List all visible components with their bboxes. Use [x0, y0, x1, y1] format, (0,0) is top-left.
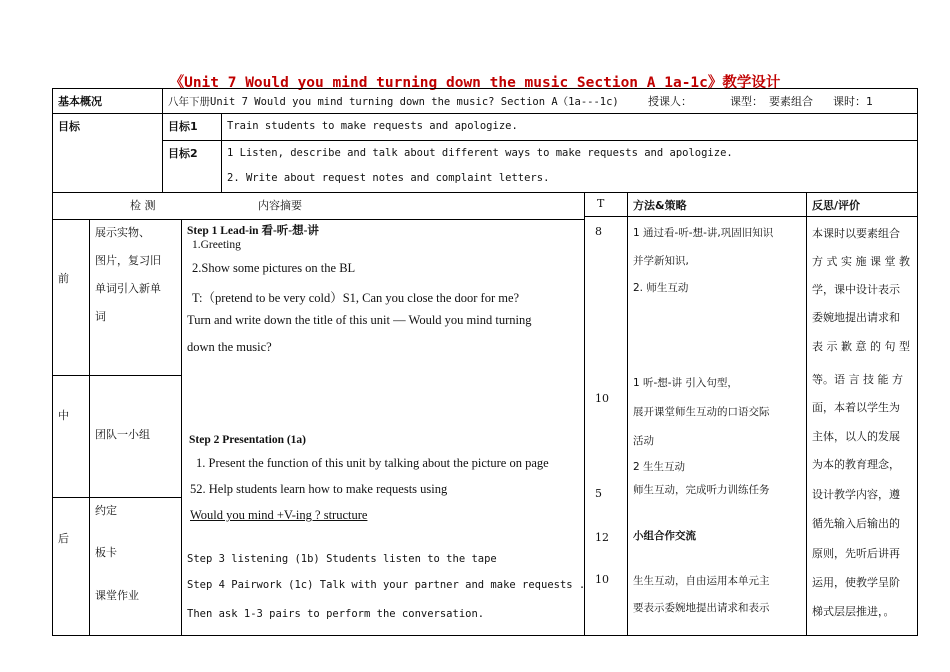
goal1-text: Train students to make requests and apologize. [227, 120, 518, 132]
time-value: 5 [595, 487, 602, 500]
reflection-line: 梯式层层推进，。 [812, 605, 895, 618]
reflection-line: 设计教学内容，遵 [812, 488, 900, 501]
reflection-line: 原则，先听后讲再 [812, 547, 900, 560]
reflection-line: 委婉地提出请求和 [812, 311, 900, 324]
time-value: 10 [595, 392, 609, 405]
check-item: 约定 [95, 504, 117, 517]
phase-middle: 中 [58, 409, 69, 422]
goal2-line1: 1 Listen, describe and talk about different ways to make requests and apologize. [227, 147, 733, 159]
goals-label: 目标 [58, 120, 80, 133]
reflection-line: 面，本着以学生为 [812, 401, 900, 414]
col-divider [181, 219, 182, 636]
step1-line: T:（pretend to be very cold）S1, Can you close the door for me? [192, 291, 520, 305]
time-value: 12 [595, 531, 609, 544]
goal2-label: 目标2 [168, 147, 198, 160]
reflection-line: 本课时以要素组合 [812, 227, 900, 240]
time-value: 8 [595, 225, 602, 238]
document-title: 《Unit 7 Would you mind turning down the music Section A 1a-1c》教学设计 [169, 75, 781, 91]
method-line: 并学新知识, [633, 255, 689, 267]
col-divider [584, 192, 585, 636]
phase-before: 前 [58, 272, 69, 285]
step1-line: 1.Greeting [192, 239, 241, 251]
check-item: 板卡 [95, 546, 117, 559]
step4-line: Then ask 1-3 pairs to perform the conversation. [187, 608, 485, 620]
step2-line: Would you mind +V-ing ? structure [190, 508, 368, 522]
course-name: 八年下册Unit 7 Would you mind turning down the music? Section A（1a---1c) [168, 96, 619, 108]
col-divider [221, 113, 222, 192]
col-divider [89, 219, 90, 636]
reflection-line: 等。语 言 技 能 方 [812, 373, 903, 386]
check-header: 检 测 [130, 199, 156, 212]
method-line: 活动 [633, 435, 654, 447]
time-value: 10 [595, 573, 609, 586]
row-divider [52, 113, 918, 114]
lesson-hours: 课时：1 [833, 95, 873, 108]
row-divider [162, 140, 918, 141]
reflection-line: 学，课中设计表示 [812, 283, 900, 296]
lesson-type-value: 要素组合 [769, 95, 813, 108]
step2-line: 52. Help students learn how to make requests using [190, 482, 448, 496]
method-line: 生生互动，自由运用本单元主 [633, 575, 770, 587]
reflect-header: 反思/评价 [812, 199, 861, 212]
col-divider [627, 192, 628, 636]
method-line: 展开课堂师生互动的口语交际 [633, 406, 770, 418]
reflection-line: 主体，以人的发展 [812, 430, 900, 443]
step2-title: Step 2 Presentation (1a) [189, 434, 307, 446]
lesson-type-label: 课型： [730, 95, 763, 108]
goal1-label: 目标1 [168, 120, 198, 133]
step4-line: Step 4 Pairwork (1c) Talk with your partner and make requests . [187, 579, 586, 591]
row-divider [52, 192, 918, 193]
step1-title: Step 1 Lead-in 看-听-想-讲 [187, 225, 319, 237]
method-line: 2. 师生互动 [633, 282, 689, 294]
info-label: 基本概况 [58, 95, 102, 108]
reflection-line: 方 式 实 施 课 堂 教 [812, 255, 910, 268]
check-item: 团队一小组 [95, 428, 150, 441]
goal2-line2: 2. Write about request notes and complaint letters. [227, 172, 550, 184]
col-divider [806, 192, 807, 636]
method-line: 1 听-想-讲 引入句型， [633, 377, 738, 389]
method-line: 2 生生互动 [633, 461, 686, 473]
step1-line: Turn and write down the title of this unit — Would you mind turning [187, 313, 532, 327]
row-divider [52, 497, 181, 498]
reflection-line: 表 示 歉 意 的 句 型 [812, 340, 910, 353]
reflection-line: 为本的教育理念， [812, 458, 900, 471]
col-divider [162, 88, 163, 192]
time-header: T [597, 197, 605, 210]
reflection-line: 循先输入后输出的 [812, 517, 900, 530]
row-divider [52, 375, 181, 376]
row-divider [584, 216, 918, 217]
check-item: 课堂作业 [95, 589, 139, 602]
method-line: 小组合作交流 [633, 530, 696, 542]
check-item: 展示实物、 [95, 226, 150, 239]
method-header: 方法&策略 [633, 199, 687, 212]
reflection-line: 运用，使教学呈阶 [812, 576, 900, 589]
phase-after: 后 [58, 532, 69, 545]
summary-header: 内容摘要 [258, 199, 302, 212]
teacher-label: 授课人： [648, 95, 692, 108]
row-divider [52, 219, 584, 220]
step3-line: Step 3 listening (1b) Students listen to the tape [187, 553, 497, 565]
method-line: 要表示委婉地提出请求和表示 [633, 602, 770, 614]
check-item: 单词引入新单 [95, 282, 161, 295]
step2-line: 1. Present the function of this unit by talking about the picture on page [196, 456, 549, 470]
method-line: 1 通过看-听-想-讲,巩固旧知识 [633, 227, 774, 239]
check-item: 词 [95, 310, 106, 323]
method-line: 师生互动，完成听力训练任务 [633, 484, 770, 496]
check-item: 图片，复习旧 [95, 254, 161, 267]
step1-line: down the music? [187, 340, 272, 354]
step1-line: 2.Show some pictures on the BL [192, 261, 356, 275]
